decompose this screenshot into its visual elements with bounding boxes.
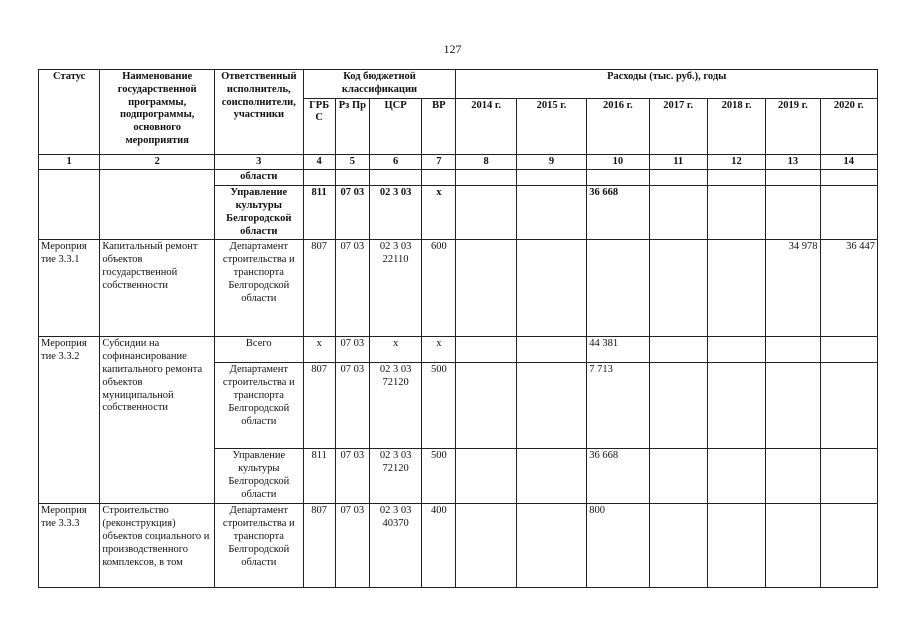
- column-number: 8: [456, 154, 516, 170]
- header-year-2015: 2015 г.: [516, 98, 586, 154]
- header-vr: ВР: [422, 98, 456, 154]
- column-number: 14: [820, 154, 877, 170]
- header-year-2018: 2018 г.: [707, 98, 765, 154]
- executor-cell: Департамент строительства и транспорта Белгородской области: [215, 363, 304, 449]
- vr-cell: 500: [422, 449, 456, 504]
- page-number: 127: [443, 42, 462, 56]
- header-rzpr: Рз Пр: [335, 98, 369, 154]
- table-row: [39, 337, 878, 363]
- column-number: 11: [649, 154, 707, 170]
- csr-cell: 02 3 03 72120: [369, 363, 421, 449]
- header-year-2017: 2017 г.: [649, 98, 707, 154]
- grbs-cell: 807: [303, 504, 335, 588]
- header-year-2016: 2016 г.: [587, 98, 649, 154]
- column-number: 6: [369, 154, 421, 170]
- grbs-cell: 811: [303, 186, 335, 240]
- column-number: 12: [707, 154, 765, 170]
- csr-cell: 02 3 03 40370: [369, 504, 421, 588]
- column-number-row: [39, 154, 878, 170]
- vr-cell: х: [422, 186, 456, 240]
- executor-cell: Управление культуры Белгородской области: [215, 449, 304, 504]
- rzpr-cell: 07 03: [335, 240, 369, 337]
- header-year-2019: 2019 г.: [766, 98, 820, 154]
- vr-cell: х: [422, 337, 456, 363]
- column-number: 10: [587, 154, 649, 170]
- amount-2016-cell: 36 668: [587, 186, 649, 240]
- vr-cell: 500: [422, 363, 456, 449]
- header-year-2020: 2020 г.: [820, 98, 877, 154]
- executor-cell: Департамент строительства и транспорта Белгородской области: [215, 504, 304, 588]
- rzpr-cell: 07 03: [335, 504, 369, 588]
- header-expenses: Расходы (тыс. руб.), годы: [456, 70, 878, 99]
- column-number: 5: [335, 154, 369, 170]
- header-status: Статус: [39, 70, 100, 155]
- csr-cell: 02 3 03 22110: [369, 240, 421, 337]
- table-row: [39, 504, 878, 588]
- vr-cell: 600: [422, 240, 456, 337]
- header-year-2014: 2014 г.: [456, 98, 516, 154]
- column-number: 7: [422, 154, 456, 170]
- table-row: [39, 240, 878, 337]
- executor-cell: Департамент строительства и транспорта Белгородской области: [215, 240, 304, 337]
- amount-2016-cell: 44 381: [587, 337, 649, 363]
- executor-cell: области: [215, 170, 304, 186]
- column-number: 9: [516, 154, 586, 170]
- budget-table: [38, 69, 878, 588]
- grbs-cell: 807: [303, 363, 335, 449]
- status-cell: Мероприя тие 3.3.3: [39, 504, 100, 588]
- amount-2016-cell: 800: [587, 504, 649, 588]
- rzpr-cell: 07 03: [335, 449, 369, 504]
- grbs-cell: х: [303, 337, 335, 363]
- header-program-name: Наименование государственной программы, подпрограммы, основного мероприятия: [100, 70, 215, 155]
- rzpr-cell: 07 03: [335, 363, 369, 449]
- header-grbs: ГРБ С: [303, 98, 335, 154]
- program-name-cell: Строительство (реконструкция) объектов социального и производственного комплексов, в том: [100, 504, 215, 588]
- csr-cell: х: [369, 337, 421, 363]
- executor-cell: Всего: [215, 337, 304, 363]
- status-cell: Мероприя тие 3.3.1: [39, 240, 100, 337]
- rzpr-cell: 07 03: [335, 186, 369, 240]
- rzpr-cell: 07 03: [335, 337, 369, 363]
- program-name-cell: Капитальный ремонт объектов государственной собственности: [100, 240, 215, 337]
- executor-cell: Управление культуры Белгородской области: [215, 186, 304, 240]
- header-row-1: [39, 70, 878, 99]
- column-number: 2: [100, 154, 215, 170]
- table-row: [39, 170, 878, 186]
- status-cell: Мероприя тие 3.3.2: [39, 337, 100, 504]
- grbs-cell: 807: [303, 240, 335, 337]
- vr-cell: 400: [422, 504, 456, 588]
- amount-2016-cell: 7 713: [587, 363, 649, 449]
- header-budget-code: Код бюджетной классификации: [303, 70, 456, 99]
- amount-2016-cell: 36 668: [587, 449, 649, 504]
- amount-2020-cell: 36 447: [820, 240, 877, 337]
- program-name-cell: [100, 170, 215, 240]
- header-executor: Ответственный исполнитель, соисполнители, участники: [215, 70, 304, 155]
- header-csr: ЦСР: [369, 98, 421, 154]
- status-cell: [39, 170, 100, 240]
- column-number: 3: [215, 154, 304, 170]
- grbs-cell: 811: [303, 449, 335, 504]
- amount-2019-cell: 34 978: [766, 240, 820, 337]
- column-number: 13: [766, 154, 820, 170]
- csr-cell: 02 3 03: [369, 186, 421, 240]
- column-number: 1: [39, 154, 100, 170]
- program-name-cell: Субсидии на софинансирование капитального ремонта объектов муниципальной собственности: [100, 337, 215, 504]
- csr-cell: 02 3 03 72120: [369, 449, 421, 504]
- column-number: 4: [303, 154, 335, 170]
